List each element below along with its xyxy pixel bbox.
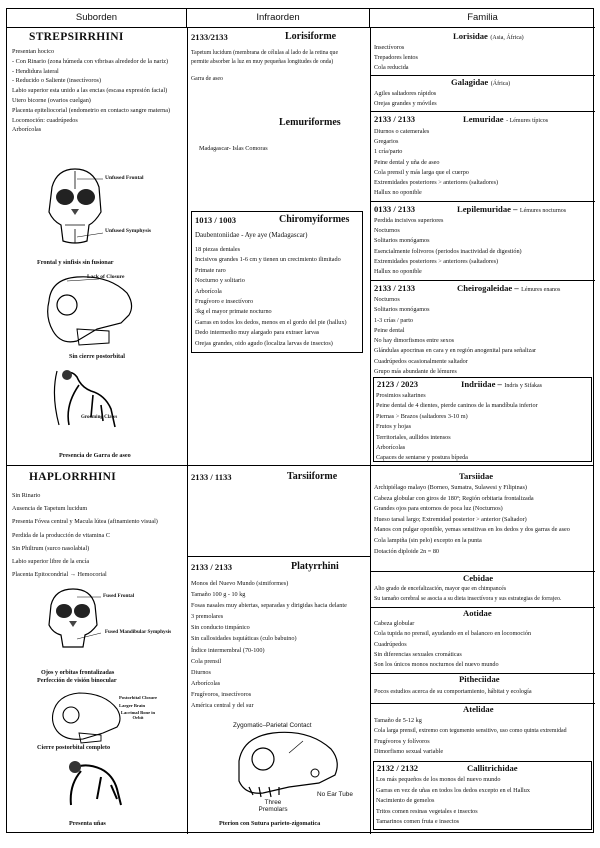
cheirogaleidae-code bbox=[374, 283, 415, 294]
family-name: Indriidae – bbox=[461, 379, 502, 389]
row-divider bbox=[370, 201, 595, 202]
dental-formula: 2133 / 2133 bbox=[191, 562, 233, 572]
chiromyiformes-title: Chiromyiformes bbox=[279, 214, 350, 225]
detail: Tamaño de 5-12 kg bbox=[374, 717, 422, 724]
dental-formula: 2133 / 1133 bbox=[191, 472, 232, 482]
detail: Grandes ojos para entornos de poca luz (Nocturnos) bbox=[374, 505, 503, 513]
lorisiforme-title: Lorisiforme bbox=[285, 31, 337, 42]
detail: Prosimios saltarines bbox=[376, 392, 426, 399]
detail: Grupo más abundante de lémures bbox=[374, 368, 457, 376]
family-name: Galagidae bbox=[451, 77, 489, 87]
trait: Arborícolas bbox=[12, 126, 42, 134]
trait: Presentan hocico bbox=[12, 48, 55, 55]
cebidae-title bbox=[463, 573, 493, 584]
detail: Orejas grandes y móviles bbox=[374, 100, 437, 108]
galagidae-details bbox=[374, 89, 437, 109]
chiromyiformes-code bbox=[195, 215, 236, 226]
figure-label: Zygomatic–Parietal Contact bbox=[233, 722, 312, 729]
detail: Extremidades posteriores > anteriores (saltadores) bbox=[374, 179, 499, 187]
detail: Cuadrúpedos bbox=[374, 640, 407, 648]
trait: - Reducido o Saliente (insectívoros) bbox=[12, 77, 102, 85]
detail: Capaces de sentarse y postura bípeda bbox=[376, 454, 468, 462]
row-divider bbox=[370, 75, 595, 76]
trait: Utero bicorne (ovarios cuelgan) bbox=[12, 96, 91, 104]
detail: Hallux no oponible bbox=[374, 189, 422, 197]
family-name: Callitrichidae bbox=[467, 763, 518, 773]
figure-label: Fused Frontal bbox=[103, 593, 135, 599]
row-divider bbox=[370, 280, 595, 281]
detail: Trepadores lentos bbox=[374, 54, 418, 62]
detail: Pocos estudios acerca de su comportamiento, hábitat y ecología bbox=[374, 688, 532, 695]
row-divider bbox=[7, 465, 593, 466]
lepilemuridae-code bbox=[374, 204, 415, 215]
tarsiidae-details bbox=[374, 483, 570, 557]
detail: Son los únicos monos nocturnos del nuevo mundo bbox=[374, 661, 499, 669]
row-divider bbox=[187, 556, 370, 557]
platyrrhini-title: Platyrrhini bbox=[291, 561, 339, 572]
detail: 3kg el mayor primate nocturno bbox=[195, 308, 272, 316]
dental-formula: 2133 / 2133 bbox=[374, 283, 416, 293]
detail: Cola tupida no prensil, ayudando en el balanceo en locomoción bbox=[374, 630, 532, 638]
detail: Diurnos bbox=[191, 668, 211, 676]
lepilemuridae-title bbox=[457, 204, 566, 215]
chiromyiformes-subtitle: Daubentoniidae - Aye aye (Madagascar) bbox=[195, 231, 308, 239]
indriidae-code bbox=[377, 379, 418, 390]
detail: Hueso tarsal largo; Extremidad posterior > anterior (Saltador) bbox=[374, 515, 527, 523]
detail: Sin callosidades isquiáticas (culo babuino) bbox=[191, 635, 297, 643]
galagidae-title bbox=[451, 77, 510, 88]
lemur-illustration bbox=[43, 365, 153, 440]
detail: Solitarios monógamos bbox=[374, 306, 430, 314]
dental-formula: 2123 / 2023 bbox=[377, 379, 419, 389]
pitheciidae-title bbox=[459, 674, 500, 685]
dental-formula: 1013 / 1003 bbox=[195, 215, 237, 225]
detail: Hallux no oponible bbox=[374, 268, 422, 276]
detail: Solitarios monógamos bbox=[374, 237, 430, 245]
detail: 1-3 crías / parto bbox=[374, 316, 414, 324]
atelidae-details bbox=[374, 716, 567, 758]
figure-label: Postorbital Closure bbox=[119, 695, 158, 700]
tarsiiforme-title: Tarsiiforme bbox=[287, 471, 338, 482]
detail: Nocturnos bbox=[374, 227, 400, 235]
trait: Ausencia de Tapetum lucidum bbox=[12, 505, 88, 513]
trait: Presenta Fóvea central y Macula lútea (afinamiento visual) bbox=[12, 518, 158, 526]
detail: Agiles saltadores rápidos bbox=[374, 90, 437, 97]
common-name: Lémures enanos bbox=[521, 287, 561, 293]
detail: Índice intermembral (70-100) bbox=[191, 646, 265, 654]
family-name: Lorisidae bbox=[453, 31, 488, 41]
detail: Sin conducto timpánico bbox=[191, 624, 250, 632]
tarsiidae-title bbox=[459, 471, 493, 482]
header-infraorden: Infraorden bbox=[187, 9, 370, 28]
figure-label: Unfused Symphysis bbox=[105, 228, 152, 234]
lorisiforme-code bbox=[191, 32, 228, 43]
detail: Monos del Nuevo Mundo (simiformes) bbox=[191, 580, 289, 587]
skull-lateral-illustration bbox=[37, 271, 147, 351]
detail: Dimorfismo sexual variable bbox=[374, 748, 444, 756]
detail: Peine dental de 4 dientes, pierde caninos de la mandíbula inferior bbox=[376, 402, 538, 410]
aotidae-details bbox=[374, 619, 531, 670]
indriidae-details bbox=[376, 391, 538, 464]
family-name: Cebidae bbox=[463, 573, 494, 583]
detail: No hay dimorfismos entre sexos bbox=[374, 337, 455, 345]
detail: Garras en todos los dedos, menos en el gordo del pie (hallux) bbox=[195, 318, 347, 326]
figure-label: No Ear Tube bbox=[317, 791, 353, 798]
detail: Dedo intermedio muy alargado para extraer larvas bbox=[195, 329, 320, 337]
detail: Cabeza globular bbox=[374, 620, 415, 627]
region: (África) bbox=[490, 81, 511, 87]
detail: Nocturnos bbox=[374, 296, 400, 303]
atelidae-title bbox=[463, 704, 494, 715]
figure-caption: Sin cierre postorbital bbox=[69, 353, 125, 360]
dental-formula: 2133/2133 bbox=[191, 32, 228, 42]
common-name: - Lémures típicos bbox=[506, 118, 549, 124]
family-name: Aotidae bbox=[463, 608, 492, 618]
classification-table bbox=[6, 8, 594, 833]
detail: Fosas nasales muy abiertas, separadas y dirigidas hacia delante bbox=[191, 602, 347, 610]
detail: América central y del sur bbox=[191, 702, 254, 710]
trait: Sin Rinario bbox=[12, 492, 41, 499]
detail: Esencialmente folivoros (periodos inactividad de digestión) bbox=[374, 247, 522, 255]
figure-caption: Perfección de visión binocular bbox=[37, 677, 117, 684]
detail: Garras en vez de uñas en todos los dedos excepto en el Hallux bbox=[376, 786, 530, 794]
detail: Piernas > Brazos (saltadores 3-10 m) bbox=[376, 412, 468, 420]
pitheciidae-details bbox=[374, 687, 532, 697]
strepsirrhini-traits bbox=[12, 47, 170, 135]
figure-caption: Presenta uñas bbox=[69, 820, 106, 827]
row-divider bbox=[370, 571, 595, 572]
detail: Insectívoros bbox=[374, 44, 405, 51]
dental-formula: 0133 / 2133 bbox=[374, 204, 416, 214]
lemuridae-title bbox=[463, 114, 548, 125]
family-name: Pitheciidae bbox=[459, 674, 500, 684]
detail: Orejas grandes, oido agudo (localiza larvas de insectos) bbox=[195, 339, 333, 347]
lorisiforme-details bbox=[191, 49, 338, 83]
family-name: Lemuridae bbox=[463, 114, 504, 124]
suborder-title-haplorrhini: HAPLORRHINI bbox=[29, 471, 117, 483]
detail: Archipiélago malayo (Borneo, Sumatra, Sulawesi y Filipinas) bbox=[374, 484, 527, 491]
platyrrhini-code bbox=[191, 562, 232, 573]
header-suborden: Suborden bbox=[7, 9, 187, 28]
trait: Placenta Epitocondrial → Hemocorial bbox=[12, 571, 107, 579]
trait: Locomoción: cuadrúpedos bbox=[12, 116, 78, 124]
trait: Labio superior libre de la encía bbox=[12, 558, 90, 566]
detail: Glándulas apocrinas en cara y en región anogenital para señalizar bbox=[374, 347, 537, 355]
figure-label: Larger Brain bbox=[119, 703, 146, 708]
detail: Territoriales, aullidos intensos bbox=[376, 433, 451, 441]
detail: Cola lampiña (sin pelo) excepto en la punta bbox=[374, 536, 482, 544]
dental-formula: 2132 / 2132 bbox=[377, 763, 419, 773]
trait: Sin Philtrum (surco nasolabial) bbox=[12, 544, 90, 552]
detail: Cola prensil y más larga que el cuerpo bbox=[374, 168, 469, 176]
dental-formula: 2133 / 2133 bbox=[374, 114, 416, 124]
trait: Perdida de la producción de vitamina C bbox=[12, 531, 110, 539]
detail: Su tamaño cerebral se asocia a su dieta insectívora y sus estrategias de forrajeo. bbox=[374, 596, 562, 603]
detail: Cola larga prensil, extremo con tegumento sensitivo, uso como quinta extremidad bbox=[374, 728, 567, 735]
detail: Frugívoros, insectívoros bbox=[191, 690, 252, 698]
figure-label: Lacrimal Bone in Orbit bbox=[120, 710, 156, 720]
detail: Sin diferencias sexuales cromáticas bbox=[374, 650, 462, 658]
suborder-title-strepsirrhini: STREPSIRRHINI bbox=[29, 31, 124, 43]
detail: Extremidades posteriores > anteriores (saltadores) bbox=[374, 257, 499, 265]
callitrichidae-details bbox=[376, 775, 530, 828]
detail: Cabeza globular con giros de 180º; Región orbitaria frontalizada bbox=[374, 494, 534, 502]
chiromyiformes-details bbox=[195, 245, 347, 349]
figure-caption: Ojos y orbitas frontalizadas bbox=[41, 669, 115, 676]
detail: Perdida incisivos superiores bbox=[374, 217, 444, 224]
detail: 18 piezas dentales bbox=[195, 246, 241, 253]
trait: - Hendidura lateral bbox=[12, 67, 59, 75]
detail: Peine dental bbox=[374, 326, 405, 334]
platyrrhini-skull-illustration bbox=[219, 721, 359, 801]
detail: Frutos y hojas bbox=[376, 423, 412, 431]
callitrichidae-title bbox=[467, 763, 518, 774]
detail: Tritos comen resinas vegetales e insectos bbox=[376, 807, 478, 815]
lorisidae-title bbox=[453, 31, 524, 42]
trait: Placenta epiteliocorial (endometrio en contacto sangre materna) bbox=[12, 106, 171, 114]
detail: Cuadrúpedos ocasionalmente saltador bbox=[374, 357, 468, 365]
aotidae-title bbox=[463, 608, 492, 619]
common-name: Indris y Sifakas bbox=[504, 383, 543, 389]
detail: Frugívoros y folívoros bbox=[374, 737, 430, 745]
family-name: Lepilemuridae – bbox=[457, 204, 518, 214]
detail: Arborícola bbox=[195, 287, 222, 295]
callitrichidae-code bbox=[377, 763, 418, 774]
detail: Alto grado de encefalización, mayor que en chimpancés bbox=[374, 586, 507, 592]
tarsiiforme-code bbox=[191, 472, 232, 483]
column-divider bbox=[370, 28, 371, 834]
detail: Los más pequeños de los monos del nuevo mundo bbox=[376, 776, 501, 783]
detail: Garra de aseo bbox=[191, 75, 223, 82]
detail: Peine dental y uña de aseo bbox=[374, 158, 440, 166]
detail: 3 premolares bbox=[191, 613, 224, 621]
figure-label: Grooming Claws bbox=[81, 415, 118, 420]
lepilemuridae-details bbox=[374, 216, 522, 277]
column-divider bbox=[187, 28, 188, 834]
platyrrhini-details bbox=[191, 578, 347, 711]
detail: Nacimiento de gemelos bbox=[376, 797, 435, 804]
detail: Tamarinos comen fruta e insectos bbox=[376, 818, 460, 825]
detail: Diurnos o catemerales bbox=[374, 128, 430, 135]
detail: Cola prensil bbox=[191, 657, 222, 665]
family-name: Cheirogaleidae – bbox=[457, 283, 519, 293]
haplorrhini-traits bbox=[12, 489, 158, 581]
detail: Arborícolas bbox=[191, 679, 221, 687]
region: (Asia, África) bbox=[490, 35, 524, 41]
indriidae-title bbox=[461, 379, 542, 390]
detail: Gregarios bbox=[374, 138, 399, 146]
figure-label: Fused Mandibular Symphysis bbox=[104, 629, 172, 635]
detail: permite absorber la luz en muy pequeñas longitudes de onda) bbox=[191, 58, 334, 65]
lemuridae-code bbox=[374, 114, 415, 125]
detail: Incisivos grandes 1-6 cm y tienen un crecimiento ilimitado bbox=[195, 256, 341, 264]
family-name: Tarsiidae bbox=[459, 471, 494, 481]
detail: Tamaño 100 g - 10 kg bbox=[191, 591, 246, 599]
detail: 1 cría/parto bbox=[374, 148, 403, 156]
family-name: Atelidae bbox=[463, 704, 494, 714]
cebidae-details bbox=[374, 584, 561, 605]
figure-label: Unfused Frontal bbox=[105, 175, 144, 181]
monkey-illustration bbox=[47, 755, 147, 815]
lemuriformes-region: Madagascar- Islas Comoras bbox=[199, 145, 268, 152]
common-name: Lémures nocturnos bbox=[519, 208, 567, 214]
detail: Manos con pulgar oponible, yemas sensitivas en los dedos y dos garras de aseo bbox=[374, 526, 570, 534]
lorisidae-details bbox=[374, 43, 418, 74]
cheirogaleidae-details bbox=[374, 295, 536, 377]
detail: Primate raro bbox=[195, 266, 226, 274]
figure-caption: Pterion con Sutura parieto-zigomatica bbox=[219, 820, 321, 827]
header-familia: Familia bbox=[370, 9, 595, 28]
row-divider bbox=[370, 111, 595, 112]
figure-label: Three Premolars bbox=[258, 799, 288, 813]
lemuriformes-title: Lemuriformes bbox=[279, 117, 341, 128]
figure-label: Lack of Closure bbox=[87, 274, 125, 280]
trait: - Con Rinario (zona húmeda con vibrisas alrededor de la nariz) bbox=[12, 57, 169, 65]
detail: Dotación diploide 2n = 80 bbox=[374, 547, 440, 555]
detail: Cola reducida bbox=[374, 64, 409, 72]
cheirogaleidae-title bbox=[457, 283, 560, 294]
detail: Tapetum lucidum (membrana de células al lado de la retina que bbox=[191, 50, 339, 56]
detail: Arborícolas bbox=[376, 444, 406, 452]
trait: Labio superior esta unido a las encias (escasa expresión facial) bbox=[12, 87, 168, 95]
figure-caption: Frontal y sinfisis sin fusionar bbox=[37, 259, 114, 266]
figure-caption: Cierre postorbital completo bbox=[37, 744, 111, 751]
detail: Frugívoro e insectívoro bbox=[195, 298, 254, 306]
detail: Nocturno y solitario bbox=[195, 277, 245, 285]
lemuridae-details bbox=[374, 127, 498, 198]
figure-caption: Presencia de Garra de aseo bbox=[59, 452, 131, 459]
